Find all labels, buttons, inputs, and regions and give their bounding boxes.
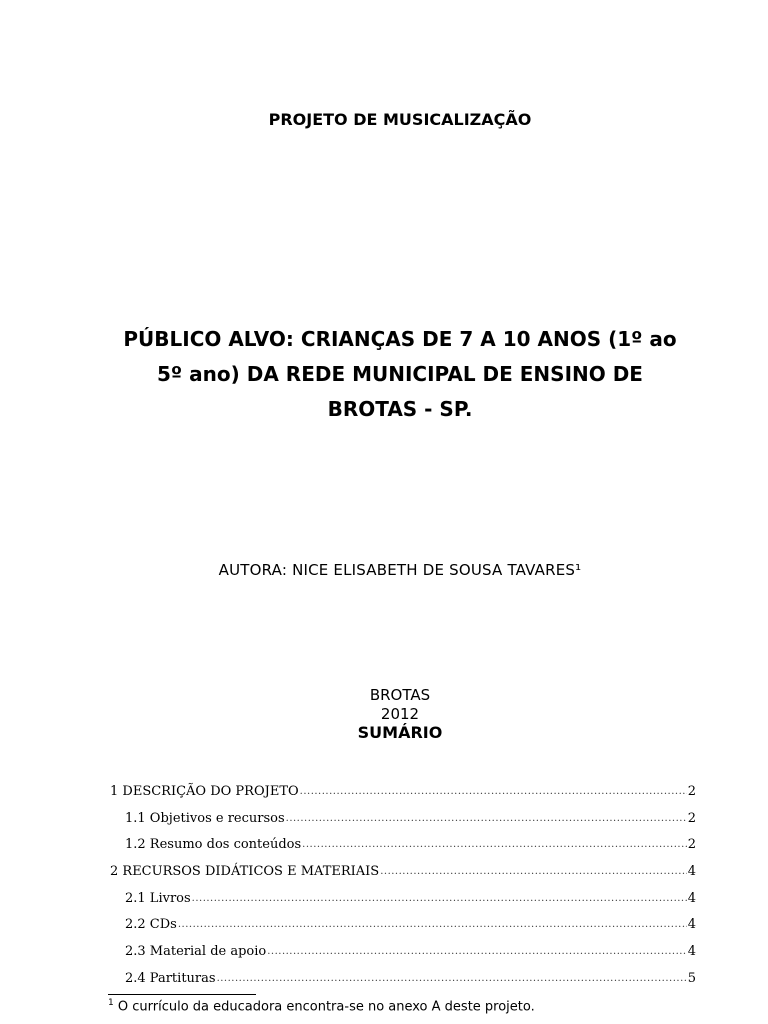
toc-page-number: 4 (687, 864, 696, 879)
toc-label: 2.2 CDs (125, 917, 177, 932)
toc-entry[interactable] (125, 833, 696, 853)
toc-label: 2 RECURSOS DIDÁTICOS E MATERIAIS (110, 864, 380, 879)
toc-page-number: 4 (687, 917, 696, 932)
footnote-text: O currículo da educadora encontra-se no anexo A deste projeto. (117, 999, 535, 1015)
audience-line: BROTAS - SP. (327, 397, 473, 421)
toc-page-number: 2 (687, 784, 696, 799)
toc-leader (192, 890, 687, 907)
city: BROTAS (369, 686, 431, 704)
toc-page-number: 2 (687, 837, 696, 852)
footnote (108, 998, 535, 1014)
toc-entry[interactable] (125, 913, 696, 933)
toc-entry[interactable] (110, 780, 696, 800)
document-title: PROJETO DE MUSICALIZAÇÃO (268, 110, 532, 129)
toc-label: 1.1 Objetivos e recursos (125, 811, 285, 826)
toc-page-number: 2 (687, 811, 696, 826)
toc-page-number: 4 (687, 944, 696, 959)
toc-page-number: 4 (687, 891, 696, 906)
toc-label: 2.1 Livros (125, 891, 191, 906)
toc-entry[interactable] (125, 967, 696, 987)
toc-leader (300, 783, 687, 800)
toc-page-number: 5 (687, 971, 696, 986)
toc-leader (302, 836, 687, 853)
toc-label: 1.2 Resumo dos conteúdos (125, 837, 302, 852)
year: 2012 (380, 705, 420, 723)
author-line: AUTORA: NICE ELISABETH DE SOUSA TAVARES¹ (218, 561, 582, 579)
audience-line: 5º ano) DA REDE MUNICIPAL DE ENSINO DE (157, 362, 643, 386)
toc-label: 2.4 Partituras (125, 971, 216, 986)
toc-leader (267, 943, 686, 960)
audience-line: PÚBLICO ALVO: CRIANÇAS DE 7 A 10 ANOS (1º ao (123, 327, 677, 351)
toc-leader (286, 810, 687, 827)
footnote-marker: 1 (108, 998, 114, 1008)
toc-leader (380, 863, 687, 880)
toc-entry[interactable] (125, 887, 696, 907)
summary-heading: SUMÁRIO (357, 723, 443, 742)
target-audience (100, 322, 700, 427)
toc-label: 1 DESCRIÇÃO DO PROJETO (110, 784, 299, 799)
toc-label: 2.3 Material de apoio (125, 944, 267, 959)
toc-entry[interactable] (110, 860, 696, 880)
footnote-divider (108, 994, 256, 995)
toc-entry[interactable] (125, 940, 696, 960)
toc-leader (217, 970, 687, 987)
toc-leader (178, 916, 687, 933)
toc-entry[interactable] (125, 807, 696, 827)
